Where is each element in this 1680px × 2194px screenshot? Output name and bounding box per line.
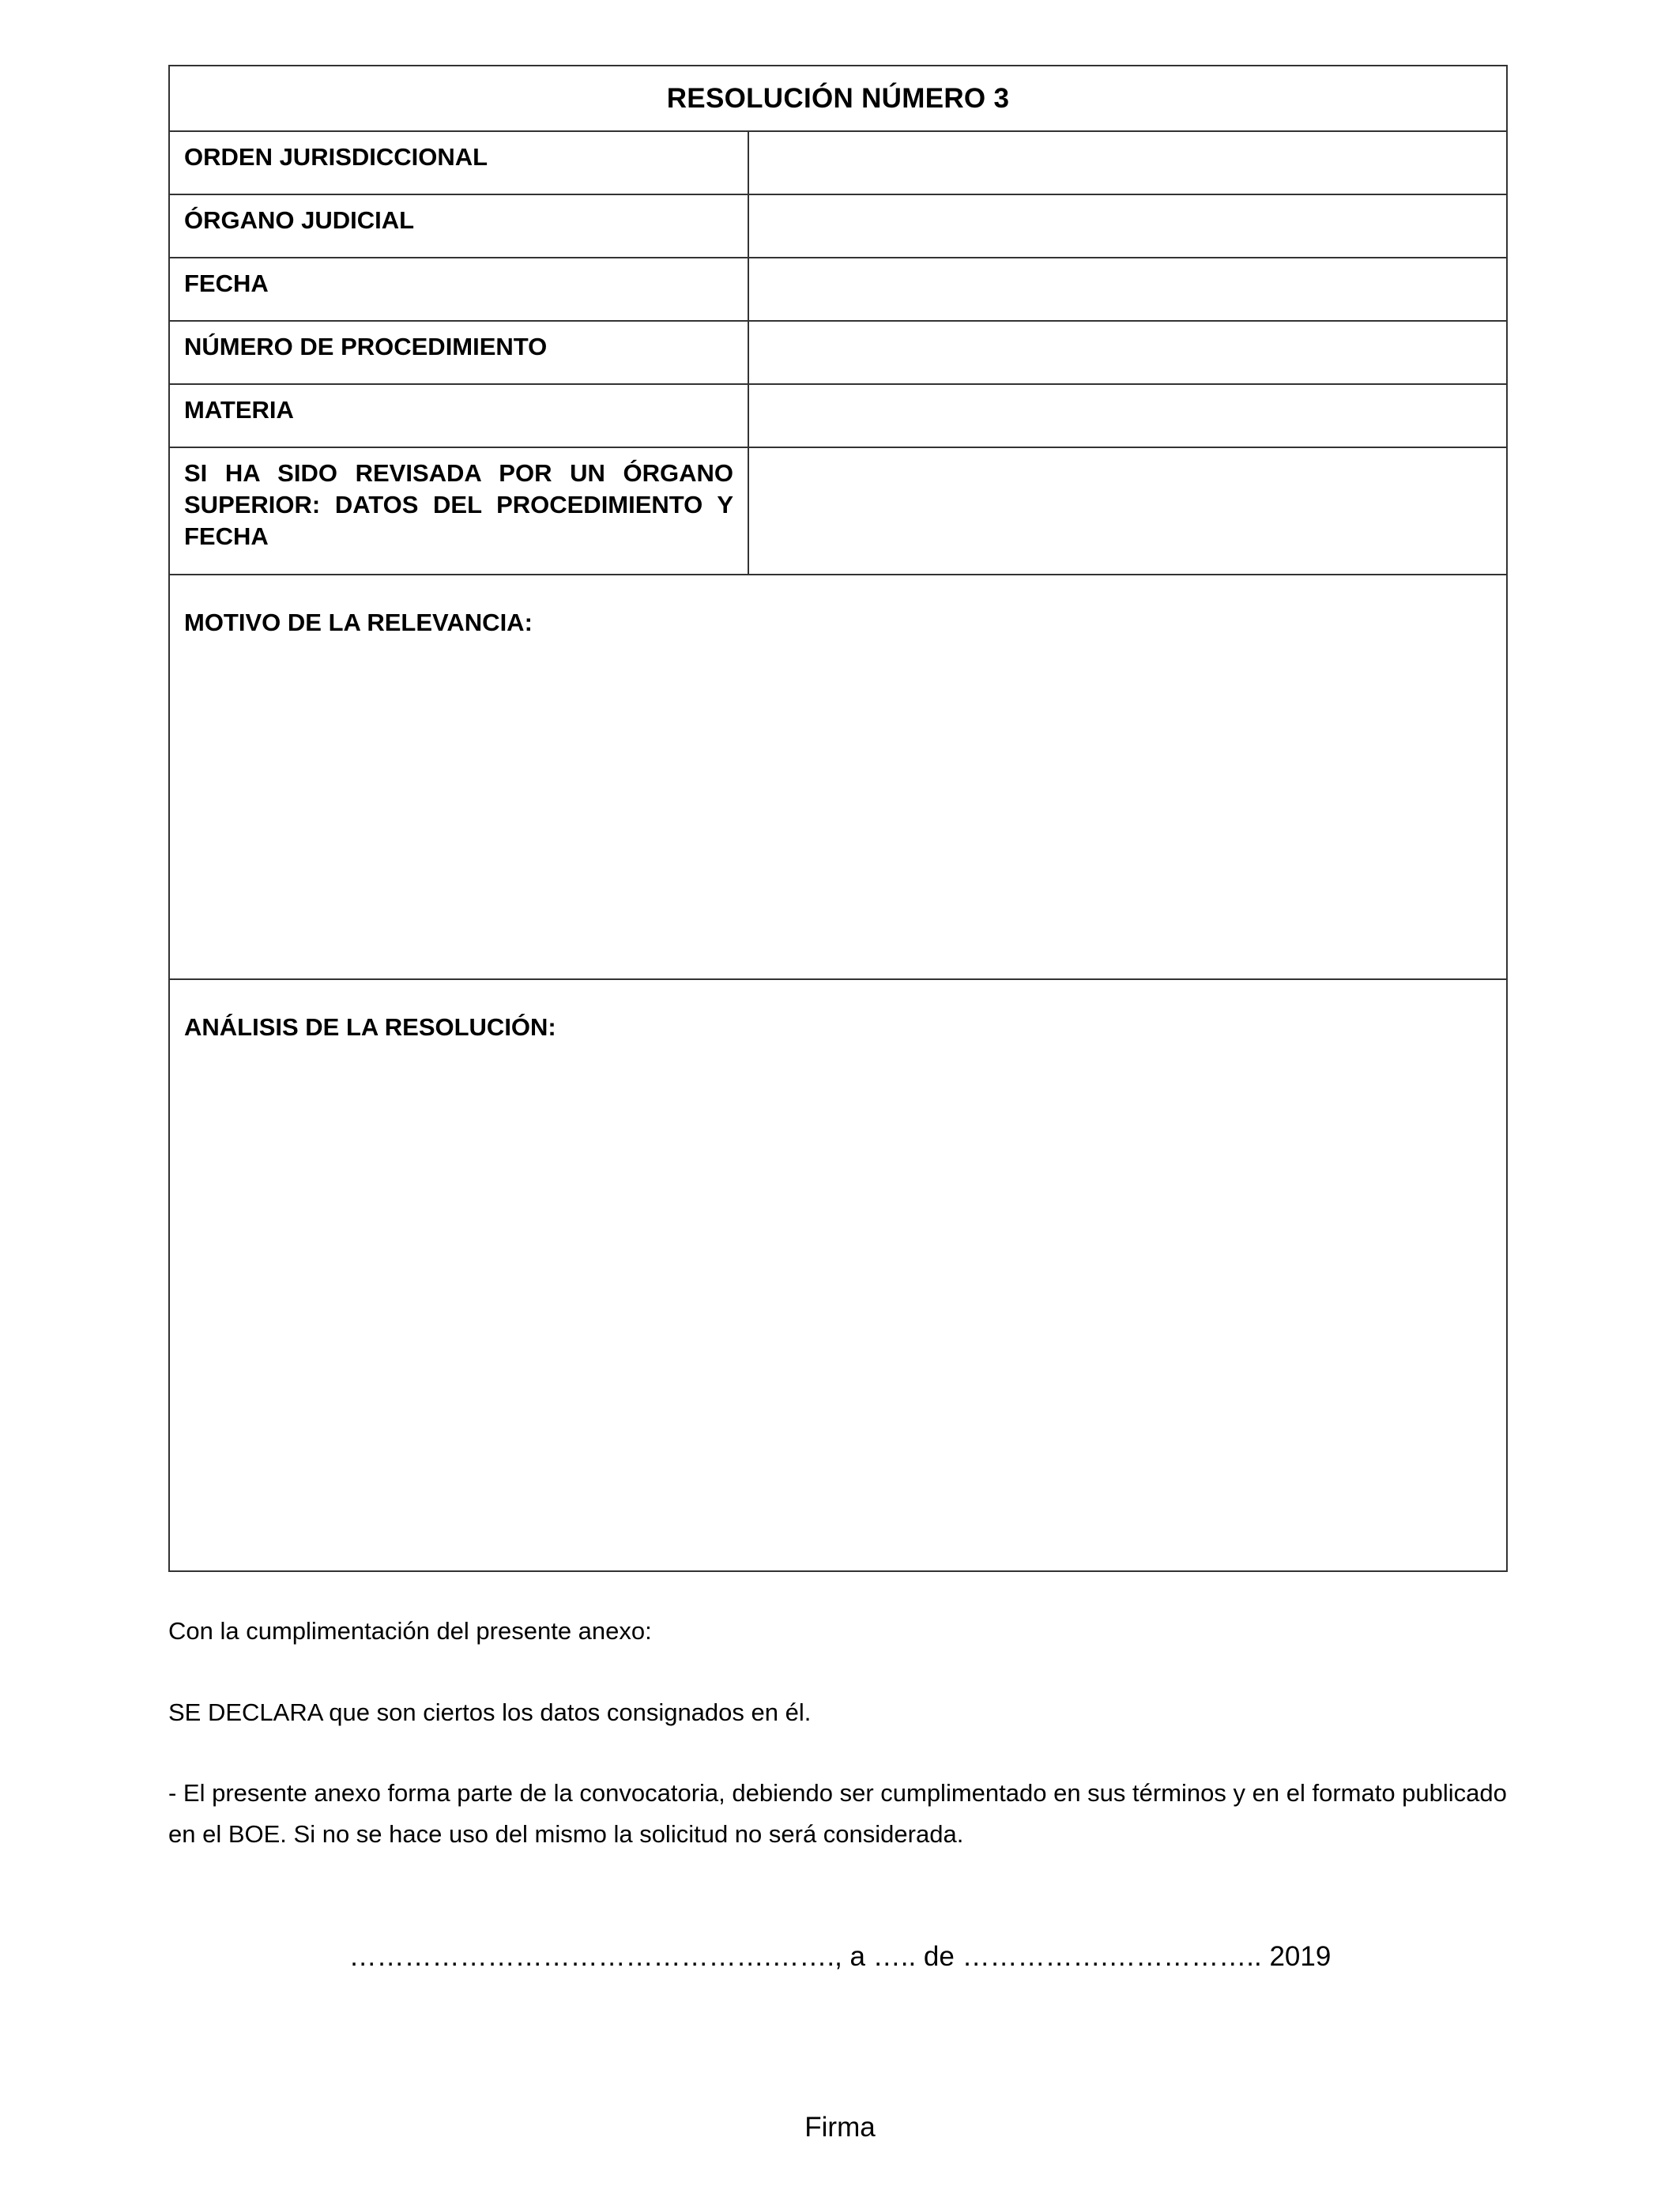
materia-input[interactable] bbox=[749, 385, 1506, 447]
motivo-relevancia-label: MOTIVO DE LA RELEVANCIA: bbox=[184, 609, 533, 636]
note-text: - El presente anexo forma parte de la convocatoria, debiendo ser cumplimentado en sus términos y en el formato publicado en el BOE. Si no se hace uso del mismo la solicitud no será considerada. bbox=[168, 1779, 1507, 1848]
revision-superior-input[interactable] bbox=[749, 448, 1506, 574]
field-row-revision-superior bbox=[170, 448, 1506, 575]
analisis-resolucion-section[interactable] bbox=[170, 980, 1506, 1570]
field-row-orden-jurisdiccional bbox=[170, 132, 1506, 195]
field-label: ÓRGANO JUDICIAL bbox=[170, 195, 749, 257]
resolution-form-table bbox=[168, 65, 1508, 1572]
intro-text: Con la cumplimentación del presente anexo: bbox=[168, 1617, 652, 1645]
field-row-numero-procedimiento bbox=[170, 322, 1506, 385]
organo-judicial-input[interactable] bbox=[749, 195, 1506, 257]
analisis-resolucion-label: ANÁLISIS DE LA RESOLUCIÓN: bbox=[184, 1013, 556, 1041]
field-label: SI HA SIDO REVISADA POR UN ÓRGANO SUPERIOR: DATOS DEL PROCEDIMIENTO Y FECHA bbox=[170, 448, 749, 574]
motivo-relevancia-section[interactable] bbox=[170, 575, 1506, 980]
field-label: NÚMERO DE PROCEDIMIENTO bbox=[170, 322, 749, 383]
fecha-input[interactable] bbox=[749, 258, 1506, 320]
field-label: ORDEN JURISDICCIONAL bbox=[170, 132, 749, 194]
numero-procedimiento-input[interactable] bbox=[749, 322, 1506, 383]
field-label: FECHA bbox=[170, 258, 749, 320]
field-row-organo-judicial bbox=[170, 195, 1506, 258]
field-row-fecha bbox=[170, 258, 1506, 322]
field-row-materia bbox=[170, 385, 1506, 448]
form-title: RESOLUCIÓN NÚMERO 3 bbox=[666, 82, 1010, 114]
signature-label: Firma bbox=[804, 2112, 876, 2143]
place-date-line: ……………………………………….……., a ….. de …………….…………….. 2019 bbox=[348, 1941, 1332, 1972]
form-title-row bbox=[170, 66, 1506, 132]
field-label: MATERIA bbox=[170, 385, 749, 447]
orden-jurisdiccional-input[interactable] bbox=[749, 132, 1506, 194]
declaration-text: SE DECLARA que son ciertos los datos consignados en él. bbox=[168, 1698, 812, 1726]
